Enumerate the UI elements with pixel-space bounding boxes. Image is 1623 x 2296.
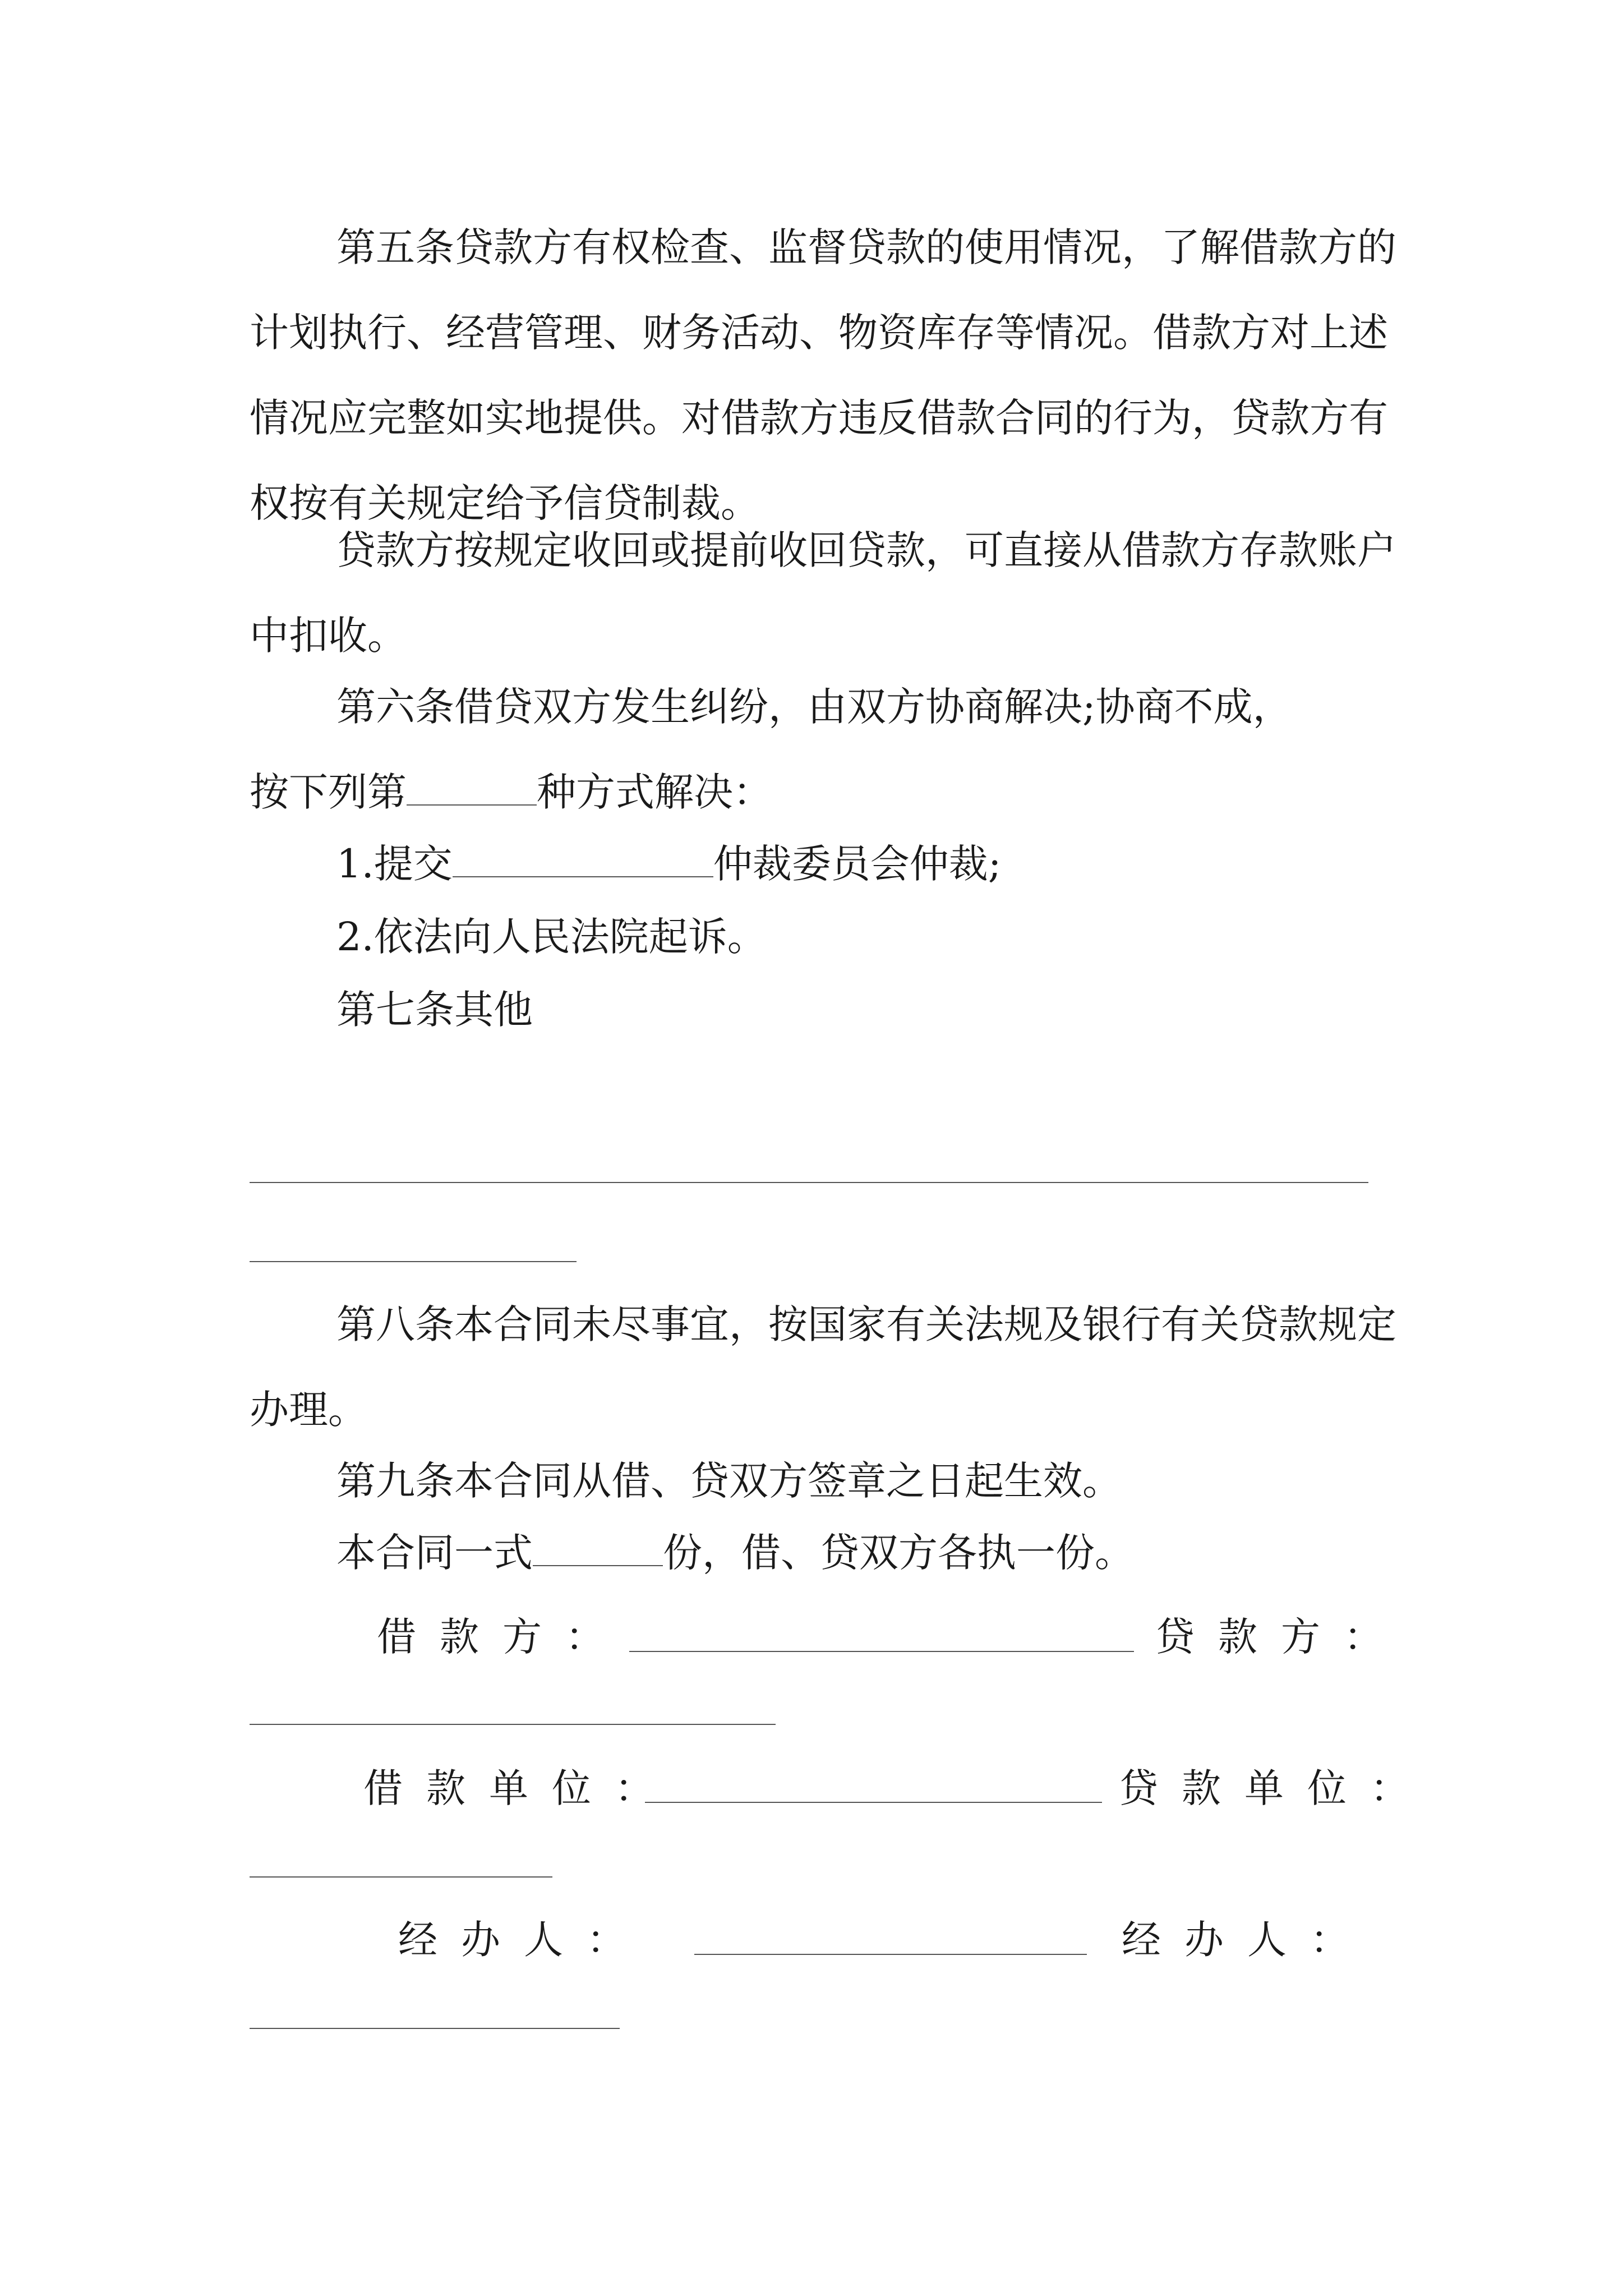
- handler-left-label: 经办人：: [398, 1917, 649, 1963]
- option-2-line: 2.依法向人民法院起诉。: [336, 914, 767, 960]
- option-1-line: [336, 836, 1001, 892]
- handler-right-label: 经办人：: [1122, 1917, 1373, 1963]
- article6-line-2: [250, 764, 772, 820]
- article6-line-2-prefix: 按下列第: [250, 769, 407, 815]
- arbitration-committee-blank[interactable]: [453, 837, 713, 877]
- article6-line-1: 第六条借贷双方发生纠纷，由双方协商解决;协商不成，: [336, 684, 1292, 730]
- other-terms-blank-line-1[interactable]: [250, 1182, 1368, 1183]
- borrower-label: 借款方：: [377, 1614, 628, 1660]
- copies-suffix: 份，借、贷双方各执一份。: [663, 1530, 1134, 1576]
- lender-unit-blank[interactable]: [250, 1876, 552, 1878]
- article5-paragraph-1: 第五条贷款方有权检查、监督贷款的使用情况，了解借款方的计划执行、经营管理、财务活动、物资库存等情况。借款方对上述情况应完整如实地提供。对借款方违反借款合同的行为，贷款方有权按有关规定给予信贷制裁。: [250, 224, 1396, 526]
- method-number-blank[interactable]: [407, 765, 537, 806]
- copies-prefix: 本合同一式: [336, 1530, 533, 1576]
- option-1-suffix: 仲裁委员会仲裁;: [713, 841, 1002, 887]
- copies-line: [336, 1525, 1134, 1581]
- lender-label: 贷款方：: [1155, 1614, 1407, 1660]
- lender-unit-label: 贷款单位：: [1119, 1765, 1433, 1811]
- article5-paragraph-2: 贷款方按规定收回或提前收回贷款，可直接从借款方存款账户中扣收。: [250, 527, 1396, 659]
- borrower-signature-blank[interactable]: [629, 1651, 1134, 1652]
- lender-signature-blank[interactable]: [250, 1724, 776, 1725]
- article7-title: 第七条其他: [336, 987, 533, 1033]
- handler-left-blank[interactable]: [694, 1954, 1087, 1955]
- article8-paragraph: 第八条本合同未尽事宜，按国家有关法规及银行有关贷款规定办理。: [250, 1301, 1396, 1433]
- borrower-unit-blank[interactable]: [645, 1802, 1102, 1803]
- option-1-prefix: 1.提交: [336, 841, 453, 887]
- borrower-unit-label: 借款单位：: [363, 1765, 677, 1811]
- handler-right-blank[interactable]: [250, 2028, 620, 2029]
- article9-line: 第九条本合同从借、贷双方签章之日起生效。: [336, 1458, 1122, 1504]
- article6-line-2-suffix: 种方式解决：: [537, 769, 772, 815]
- copies-count-blank[interactable]: [533, 1526, 663, 1566]
- other-terms-blank-line-2[interactable]: [250, 1261, 577, 1262]
